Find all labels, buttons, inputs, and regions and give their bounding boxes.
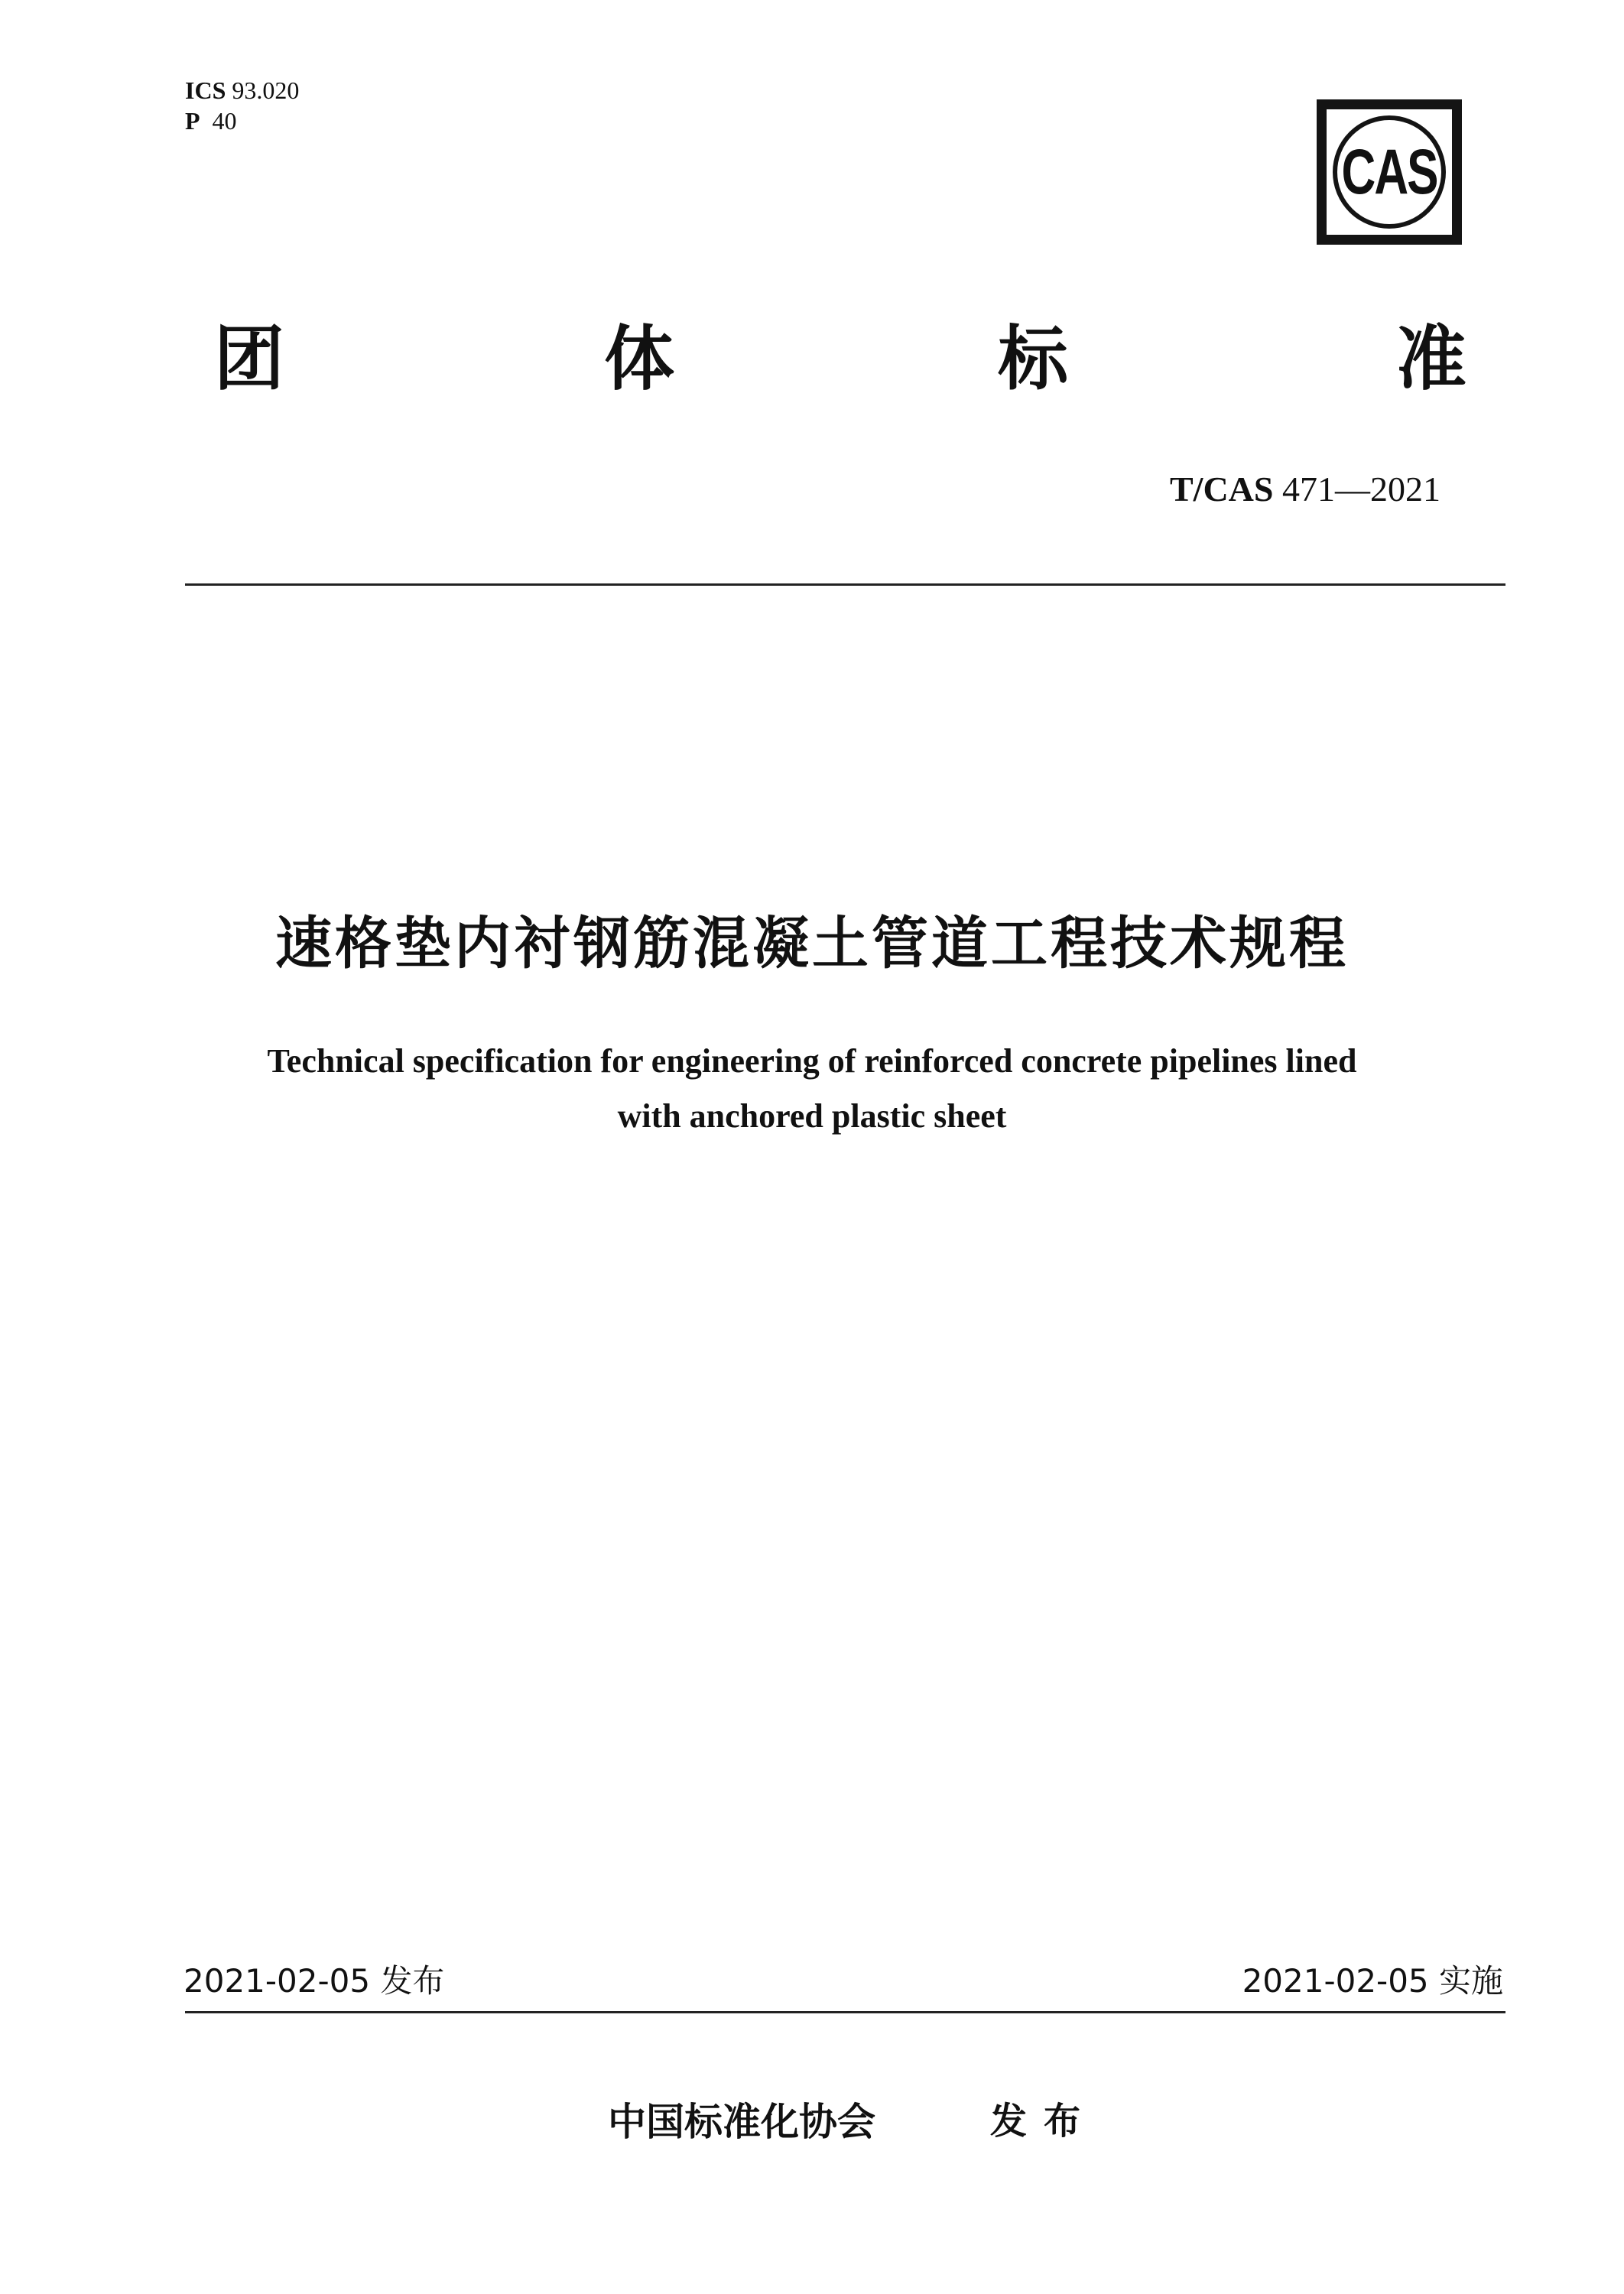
ics-code: 93.020 bbox=[232, 76, 300, 104]
title-english-line1: Technical specification for engineering of reinforced concrete pipelines lined bbox=[267, 1042, 1357, 1080]
publisher-name: 中国标准化协会 bbox=[608, 2100, 875, 2144]
standard-type-char-4: 准 bbox=[1396, 318, 1467, 400]
cas-logo-circle bbox=[1333, 115, 1446, 229]
cas-logo bbox=[1317, 99, 1462, 245]
ics-line bbox=[185, 75, 299, 106]
standard-number bbox=[1170, 468, 1476, 511]
title-chinese: 速格垫内衬钢筋混凝土管道工程技术规程 bbox=[275, 911, 1349, 976]
p-label: P bbox=[185, 107, 200, 135]
header-divider bbox=[185, 583, 1505, 586]
standard-number-prefix: T/CAS bbox=[1170, 470, 1274, 509]
standard-type-char-2: 体 bbox=[604, 318, 675, 400]
issue-date: 2021-02-05 发布 bbox=[184, 1962, 445, 2000]
ics-label: ICS bbox=[185, 76, 226, 104]
cas-logo-text: CAS bbox=[1341, 136, 1437, 208]
publish-label: 发布 bbox=[990, 2100, 1098, 2143]
standard-number-value: 471—2021 bbox=[1281, 470, 1440, 509]
title-english-line2: with anchored plastic sheet bbox=[617, 1097, 1007, 1135]
title-english bbox=[0, 1034, 1624, 1144]
standard-type-char-1: 团 bbox=[214, 318, 285, 400]
ics-classification bbox=[185, 75, 299, 136]
footer-divider bbox=[185, 2011, 1505, 2013]
p-line bbox=[185, 106, 299, 136]
p-code: 40 bbox=[212, 107, 237, 135]
implementation-date: 2021-02-05 实施 bbox=[1242, 1962, 1503, 2000]
standard-type-char-3: 标 bbox=[998, 318, 1069, 400]
